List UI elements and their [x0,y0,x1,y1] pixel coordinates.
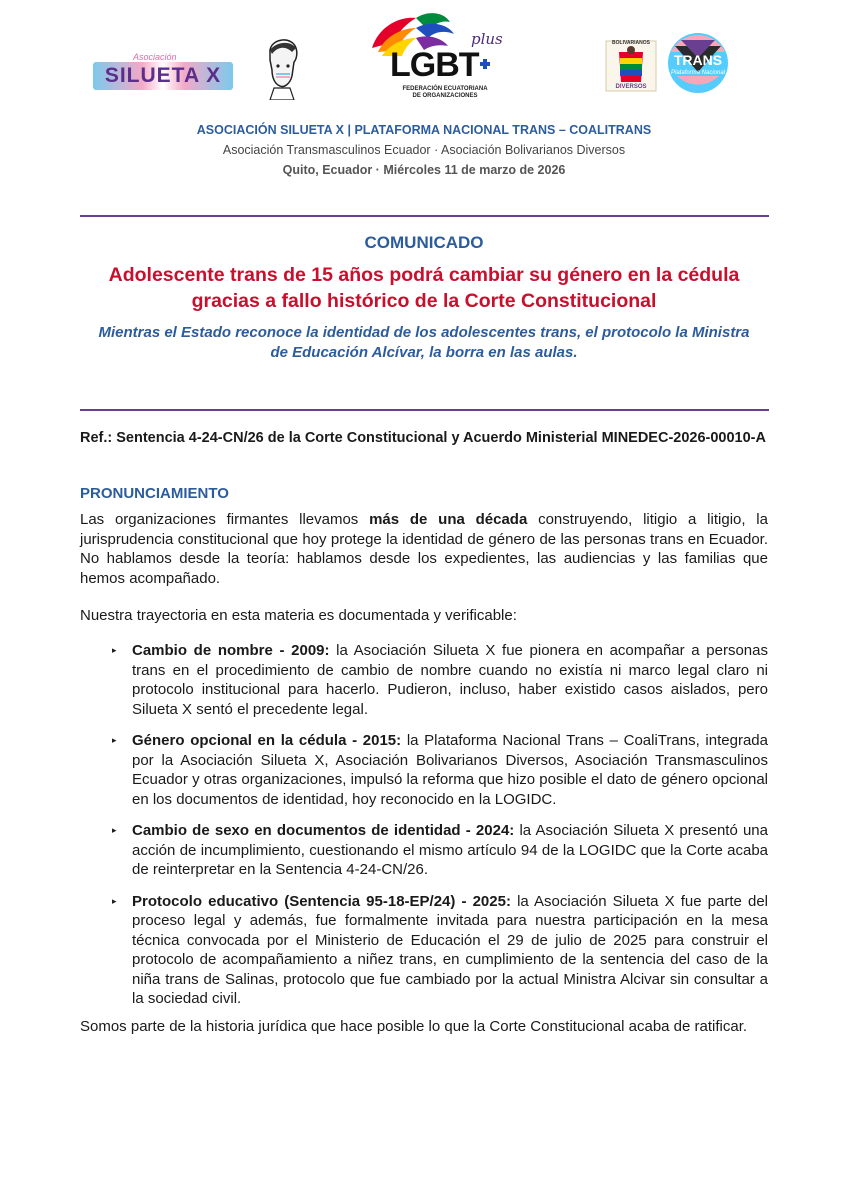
lgbt-wordmark: LGBT [390,46,479,84]
subheadline: Mientras el Estado reconoce la identidad de los adolescentes trans, el protocolo la Ministra de Educación Alcívar, la borra en las aulas. [98,324,750,361]
section-title: PRONUNCIAMIENTO [80,485,229,502]
bottom-divider [80,409,769,411]
list-item-title: Cambio de sexo en documentos de identidad - 2024: [132,822,515,839]
diversos-logo-bottom: DIVERSOS [615,84,647,90]
lgbt-federation-caption [390,86,500,100]
silueta-x-logo [93,52,233,92]
portrait-sketch-icon [262,36,302,100]
bullet-icon: ▸ [112,825,117,835]
list-item [80,892,768,1009]
intro-emphasis: más de una década [369,511,528,528]
transmasculinos-logo [262,36,302,100]
list-item [80,821,768,880]
list-item-title: Género opcional en la cédula - 2015: [132,732,402,749]
list-item-text: la Asociación Silueta X fue parte del proceso legal y además, fue formalmente invitada para nuestra participación en la mesa técnica convocada por el Ministerio de Educación el 29 de julio de 2025 para construir el protocolo de acompañamiento a niñez trans, en cumplimiento de la sentencia del caso de la niña trans de Salinas, protocolo que fue cambiado por la actual Ministra Alcivar sin consultar a la sociedad civil. [132,892,768,1007]
federation-caption-line-2: DE ORGANIZACIONES [412,93,478,99]
bullet-icon: ▸ [112,645,117,655]
list-item [80,731,768,809]
intro-text-end: construyendo, litigio a litigio, la jurisprudencia constitucional que hoy protege la identidad de género de las personas trans en Ecuador. No hablamos desde la teoría: hablamos desde los expedientes, las audiencias y las familias que hemos acompañado. [80,511,768,587]
list-item [80,641,768,719]
document-type-label: COMUNICADO [364,233,484,252]
list-item-title: Protocolo educativo (Sentencia 95-18-EP/24) - 2025: [132,892,511,910]
bullet-icon: ▸ [112,895,117,906]
trans-logo-label: TRANS [673,52,723,68]
place-date-line: Quito, Ecuador · Miércoles 11 de marzo de 2026 [282,163,566,177]
federation-caption-line-1: FEDERACIÓN ECUATORIANA [402,86,488,92]
list-item-text: la Plataforma Nacional Trans – CoaliTrans, integrada por la Asociación Silueta X, Asociación Bolivarianos Diversos, Asociación Transmasculinos Ecuador y otras organizaciones, impulsó la reforma que hizo posible el dato de género opcional en los documentos de identidad, hoy reconocido en la LOGIDC. [132,732,768,808]
associations-line: Asociación Transmasculinos Ecuador · Asociación Bolivarianos Diversos [222,143,626,157]
intro-text-start: Las organizaciones firmantes llevamos [80,511,370,528]
closing-statement: Somos parte de la historia jurídica que hace posible lo que la Corte Constitucional acaba de ratificar. [80,1018,748,1035]
headline: Adolescente trans de 15 años podrá cambiar su género en la cédula gracias a fallo histórico de la Corte Constitucional [108,264,740,312]
silueta-logo-asociacion: Asociación [133,52,177,62]
milestones-list [80,641,768,1021]
intro-paragraph [80,510,768,588]
lgbt-plus-word: plus [471,30,503,48]
list-item-text: la Asociación Silueta X presentó una acción de incumplimiento, cuestionando el mismo artículo 94 de la LOGIDC que la Corte acaba de reinterpretar en la Sentencia 4-24-CN/26. [132,822,768,878]
reference-line: Ref.: Sentencia 4-24-CN/26 de la Corte Constitucional y Acuerdo Ministerial MINEDEC-2026-00010-A [80,430,766,446]
bullet-icon: ▸ [112,735,117,745]
lgbt-plus-federation-logo [358,8,513,104]
list-item-title: Cambio de nombre - 2009: [132,642,330,659]
top-divider [80,215,769,217]
logo-row [0,0,848,110]
trans-logo-sub: Plataforma Nacional [670,70,726,76]
bolivarianos-diversos-logo [605,40,657,92]
silueta-logo-name: SILUETA X [104,64,222,87]
trajectory-intro: Nuestra trayectoria en esta materia es documentada y verificable: [80,607,517,624]
list-item-text: la Asociación Silueta X fue pionera en acompañar a personas trans en el procedimiento de cambio de nombre cuando no existía ni marco legal claro ni protocolo institucional para hacerlo. Pudieron, incluso, haber existido casos aislados, pero Silueta X sentó el precedente legal. [132,642,768,718]
plataforma-trans-logo [667,32,729,94]
organizations-line: ASOCIACIÓN SILUETA X | PLATAFORMA NACIONAL TRANS – COALITRANS [196,123,652,137]
diversos-logo-top: BOLIVARIANOS [612,40,650,46]
